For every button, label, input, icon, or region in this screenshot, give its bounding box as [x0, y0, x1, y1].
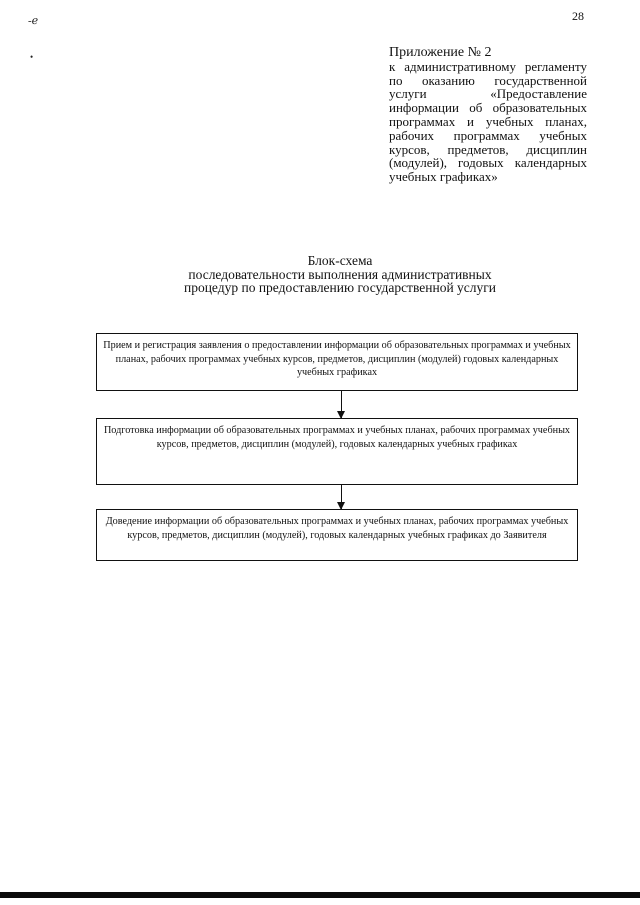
scheme-subtitle-line-2: процедур по предоставлению государственной услуги [183, 280, 497, 295]
scheme-heading [110, 254, 570, 295]
scheme-subtitle-line-1: последовательности выполнения административных [188, 266, 492, 282]
appendix-block [389, 46, 587, 184]
flow-step-preparation: Подготовка информации об образовательных программах и учебных планах, рабочих программах учебных курсов, предметов, дисциплин (модулей), годовых календарных учебных графиках [96, 418, 578, 485]
flow-arrow-down-icon [341, 391, 342, 418]
scheme-title: Блок-схема [307, 253, 373, 268]
scan-mark: -ℯ [28, 15, 39, 27]
appendix-body: к административному регламенту по оказанию государственной услуги «Предоставление информации об образовательных программах и учебных планах, рабочих программах учебных курсов, предметов, дисциплин (модулей), годовых календарных учебных графиках» [389, 58, 587, 185]
flow-step-delivery: Доведение информации об образовательных программах и учебных планах, рабочих программах учебных курсов, предметов, дисциплин (модулей), годовых календарных учебных графиках до Заявителя [96, 509, 578, 561]
page-number: 28 [572, 9, 584, 23]
scan-edge-bar [0, 892, 640, 898]
appendix-title: Приложение № 2 [389, 45, 492, 60]
flow-step-reception: Прием и регистрация заявления о предоставлении информации об образовательных программах и учебных планах, рабочих программах учебных курсов, предметов, дисциплин (модулей) годовых календарных учебных графиках [96, 333, 578, 391]
flow-arrow-down-icon [341, 485, 342, 509]
scan-dot: • [30, 52, 34, 62]
